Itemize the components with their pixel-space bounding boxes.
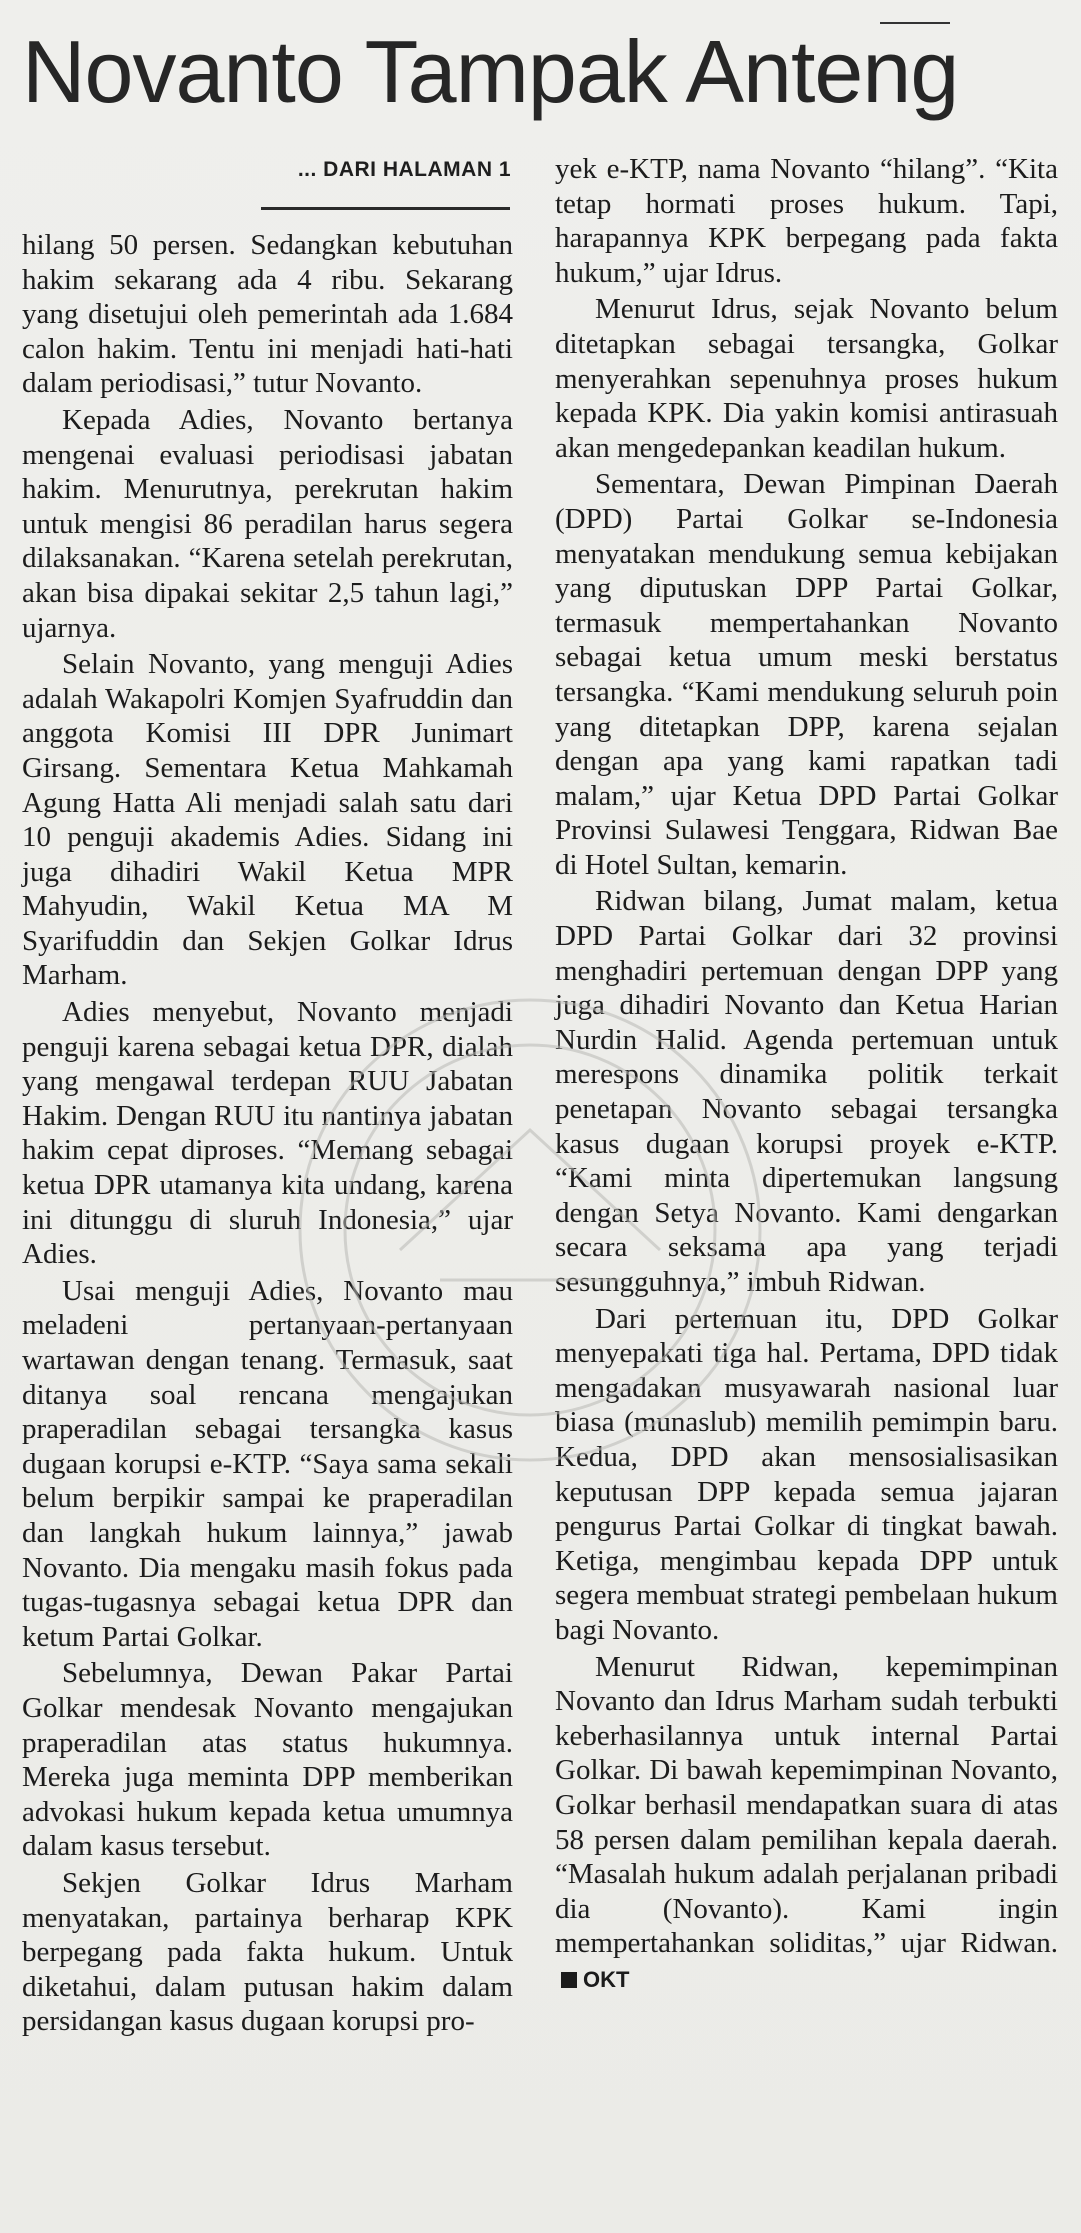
byline: OKT [583,1966,630,1992]
end-of-article-square-icon [561,1972,577,1988]
paragraph: Sekjen Golkar Idrus Marham menyatakan, partainya berharap KPK berpegang pada fakta hukum. Untuk diketahui, dalam putusan hakim dalam persidangan kasus dugaan korupsi pro- [22,1866,513,2038]
continued-from-label: ... DARI HALAMAN 1 [297,158,511,181]
article-column-left [22,228,513,2041]
paragraph: Sementara, Dewan Pimpinan Daerah (DPD) Partai Golkar se-Indonesia menyatakan mendukung semua kebijakan yang diputuskan DPP Partai Golkar, termasuk mempertahankan Novanto sebagai ketua umum meski berstatus tersangka. “Kami mendukung seluruh poin yang ditetapkan DPP, karena sejalan dengan apa yang kami rapatkan tadi malam,” ujar Ketua DPD Partai Golkar Provinsi Sulawesi Tenggara, Ridwan Bae di Hotel Sultan, kemarin. [555,468,1058,881]
paragraph: Ridwan bilang, Jumat malam, ketua DPD Partai Golkar dari 32 provinsi menghadiri pertemuan dengan DPP yang juga dihadiri Novanto dan Ketua Harian Nurdin Halid. Agenda pertemuan untuk merespons dinamika politik terkait penetapan Novanto sebagai tersangka kasus dugaan korupsi proyek e-KTP. “Kami minta dipertemukan langsung dengan Setya Novanto. Kami dengarkan secara seksama apa yang terjadi sesungguhnya,” imbuh Ridwan. [555,885,1058,1298]
paragraph: Usai menguji Adies, Novanto mau meladeni pertanyaan-pertanyaan wartawan dengan tenang. Termasuk, saat ditanya soal rencana mengajukan praperadilan sebagai tersangka kasus dugaan korupsi e-KTP. “Saya sama sekali belum berpikir sampai ke praperadilan dan langkah hukum lainnya,” jawab Novanto. Dia mengaku masih fokus pada tugas-tugasnya sebagai ketua DPR dan ketum Partai Golkar. [22,1274,513,1653]
paragraph: yek e-KTP, nama Novanto “hilang”. “Kita tetap hormati proses hukum. Tapi, harapannya KPK berpegang pada fakta hukum,” ujar Idrus. [555,153,1058,289]
paragraph: Menurut Idrus, sejak Novanto belum ditetapkan sebagai tersangka, Golkar menyerahkan sepenuhnya proses hukum kepada KPK. Dia yakin komisi antirasuah akan mengedepankan keadilan hukum. [555,293,1058,464]
paragraph: Adies menyebut, Novanto menjadi penguji karena sebagai ketua DPR, dialah yang mengawal terdepan RUU Jabatan Hakim. Dengan RUU itu nantinya jabatan hakim cepat diproses. “Memang sebagai ketua DPR utamanya kita undang, karena ini ditunggu di sluruh Indonesia,” ujar Adies. [22,996,513,1271]
last-paragraph [555,1650,1058,1998]
paragraph: Sebelumnya, Dewan Pakar Partai Golkar mendesak Novanto mengajukan praperadilan atas status hukumnya. Mereka juga meminta DPP memberikan advokasi hukum kepada ketua umumnya dalam kasus tersebut. [22,1657,513,1863]
article-headline: Novanto Tampak Anteng [22,22,959,121]
paragraph: Kepada Adies, Novanto bertanya mengenai evaluasi periodisasi jabatan hakim. Menurutnya, perekrutan hakim untuk mengisi 86 peradilan harus segera dilaksanakan. “Karena setelah perekrutan, akan bisa dipakai sekitar 2,5 tahun lagi,” ujarnya. [22,403,513,644]
paragraph-text: Menurut Ridwan, kepemimpinan Novanto dan Idrus Marham sudah terbukti keberhasilannya untuk internal Partai Golkar. Di bawah kepemimpinan Novanto, Golkar berhasil mendapatkan suara di atas 58 persen dalam pemilihan kepala daerah. “Masalah hukum adalah perjalanan pribadi dia (Novanto). Kami ingin mempertahankan soliditas,” ujar Ridwan. [555,1650,1058,1960]
article-column-right [555,152,1058,1999]
paragraph: Dari pertemuan itu, DPD Golkar menyepakati tiga hal. Pertama, DPD tidak mengadakan musyawarah nasional luar biasa (munaslub) memilih pemimpin baru. Kedua, DPD akan mensosialisasikan keputusan DPP kepada semua jajaran pengurus Partai Golkar di tingkat bawah. Ketiga, mengimbau kepada DPP untuk segera membuat strategi pembelaan hukum bagi Novanto. [555,1302,1058,1646]
paragraph: Selain Novanto, yang menguji Adies adalah Wakapolri Komjen Syafruddin dan anggota Komisi III DPR Junimart Girsang. Sementara Ketua Mahkamah Agung Hatta Ali menjadi salah satu dari 10 penguji akademis Adies. Sidang ini juga dihadiri Wakil Ketua MPR Mahyudin, Wakil Ketua MA M Syarifuddin dan Sekjen Golkar Idrus Marham. [22,648,513,992]
continued-rule [261,207,510,210]
paragraph: hilang 50 persen. Sedangkan kebutuhan hakim sekarang ada 4 ribu. Sekarang yang disetujui oleh pemerintah ada 1.684 calon hakim. Tentu ini menjadi hati-hati dalam periodisasi,” tutur Novanto. [22,229,513,400]
